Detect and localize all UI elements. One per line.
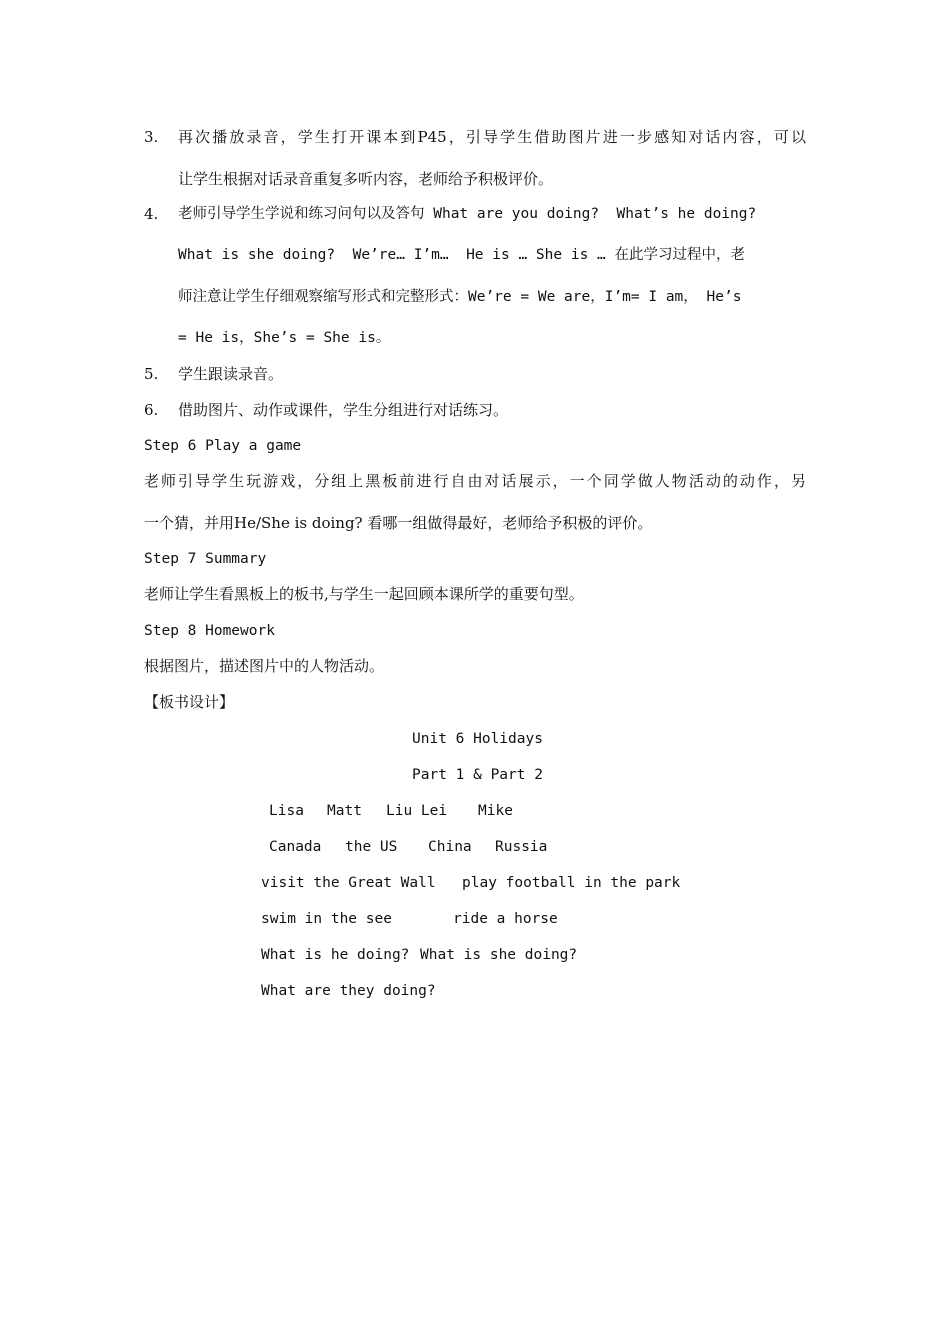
item-number: 6. xyxy=(144,401,159,419)
board-question: What is he doing? xyxy=(261,947,410,963)
board-name: Mike xyxy=(478,803,513,819)
board-activity: swim in the see xyxy=(261,911,392,927)
board-activity: visit the Great Wall xyxy=(261,875,436,891)
board-country: Russia xyxy=(495,839,548,855)
step-6-heading: Step 6 Play a game xyxy=(144,438,302,454)
board-subtitle: Part 1 & Part 2 xyxy=(412,767,543,783)
item-number: 3. xyxy=(144,128,159,146)
board-question: What are they doing? xyxy=(261,983,436,999)
step-8-line: 根据图片，描述图片中的人物活动。 xyxy=(144,657,385,675)
board-country: the US xyxy=(345,839,398,855)
item-6-line-1: 借助图片、动作或课件，学生分组进行对话练习。 xyxy=(178,401,509,419)
item-4-line-3: 师注意让学生仔细观察缩写形式和完整形式：We’re = We are，I’m= I am， He’s xyxy=(178,289,742,305)
item-3-line-2: 让学生根据对话录音重复多听内容，老师给予积极评价。 xyxy=(178,170,554,188)
board-country: Canada xyxy=(269,839,322,855)
board-name: Matt xyxy=(327,803,362,819)
board-question: What is she doing? xyxy=(420,947,578,963)
board-activity: ride a horse xyxy=(453,911,558,927)
board-activity: play football in the park xyxy=(462,875,681,891)
item-3-line-1: 再次播放录音，学生打开课本到P45，引导学生借助图片进一步感知对话内容，可以 xyxy=(178,128,806,146)
step-7-line: 老师让学生看黑板上的板书,与学生一起回顾本课所学的重要句型。 xyxy=(144,585,584,603)
step-8-heading: Step 8 Homework xyxy=(144,623,275,639)
item-5-line-1: 学生跟读录音。 xyxy=(178,365,284,383)
board-name: Lisa xyxy=(269,803,304,819)
step-7-heading: Step 7 Summary xyxy=(144,551,267,567)
step-6-line-1: 老师引导学生玩游戏，分组上黑板前进行自由对话展示，一个同学做人物活动的动作，另 xyxy=(144,472,806,490)
item-4-line-2: What is she doing? We’re… I’m… He is … She is … 在此学习过程中，老 xyxy=(178,247,745,263)
board-country: China xyxy=(428,839,472,855)
item-4-line-4: = He is，She’s = She is。 xyxy=(178,330,391,346)
board-title: Unit 6 Holidays xyxy=(412,731,543,747)
item-4-line-1: 老师引导学生学说和练习问句以及答句 What are you doing? What’s he doing? xyxy=(178,206,757,222)
item-number: 5. xyxy=(144,365,159,383)
step-6-line-2: 一个猜，并用He/She is doing? 看哪一组做得最好，老师给予积极的评价。 xyxy=(144,514,653,532)
board-section-title: 【板书设计】 xyxy=(144,693,235,711)
board-name: Liu Lei xyxy=(386,803,448,819)
item-number: 4. xyxy=(144,205,159,223)
